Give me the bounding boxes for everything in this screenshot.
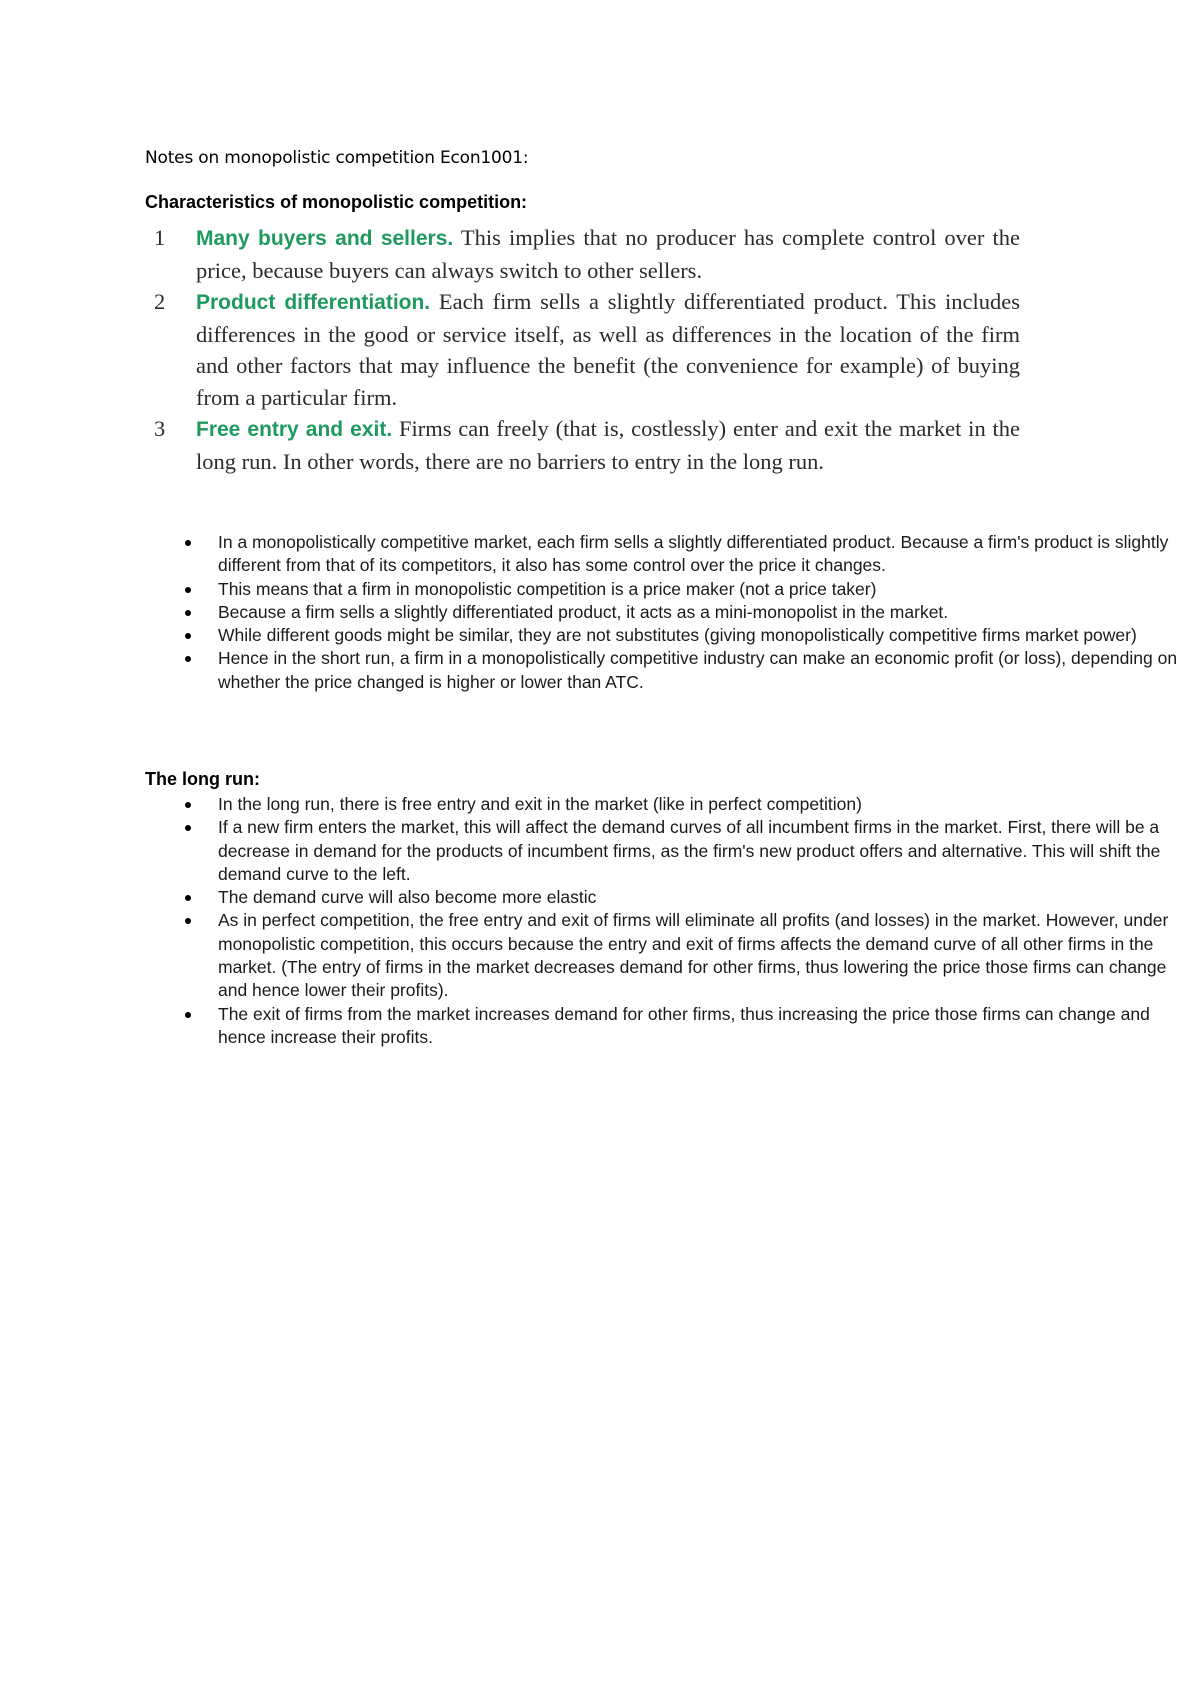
bullet-item (185, 647, 1195, 694)
item-lead: Many buyers and sellers. (196, 227, 454, 250)
characteristics-heading: Characteristics of monopolistic competition: (145, 192, 528, 212)
long-run-heading: The long run: (145, 769, 260, 789)
bullet-item (185, 1003, 1195, 1050)
document-title: Notes on monopolistic competition Econ1001: (145, 148, 529, 168)
bullet-item (185, 886, 1195, 909)
textbook-item (150, 413, 1020, 477)
bullet-text: If a new firm enters the market, this will affect the demand curves of all incumbent firms in the market. First, there will be a decrease in demand for the products of incumbent firms, as the firm's new product offers and alternative. This will shift the demand curve to the left. (218, 817, 1161, 884)
bullet-item (185, 816, 1195, 886)
bullet-text: In a monopolistically competitive market, each firm sells a slightly differentiated product. Because a firm's product is slightly different from that of its competitors, it also has some control over the price it changes. (218, 532, 1169, 576)
item-text: Firms can freely (that is, costlessly) enter and exit the market in the long run. In other words, there are no barriers to entry in the long run. (196, 416, 1020, 474)
bullet-icon (185, 918, 191, 924)
bullet-text: Hence in the short run, a firm in a monopolistically competitive industry can make an economic profit (or loss), depending on whether the price changed is higher or lower than ATC. (218, 648, 1178, 692)
bullet-icon (185, 825, 191, 831)
item-lead: Product differentiation. (196, 291, 431, 314)
long-run-bullet-list (185, 793, 1195, 1049)
bullet-item (185, 578, 1195, 601)
bullet-item (185, 601, 1195, 624)
bullet-icon (185, 895, 191, 901)
bullet-icon (185, 610, 191, 616)
item-lead: Free entry and exit. (196, 418, 393, 441)
item-number: 3 (154, 416, 166, 441)
bullet-text: This means that a firm in monopolistic competition is a price maker (not a price taker) (218, 578, 877, 599)
textbook-characteristics-list (150, 222, 1020, 477)
bullet-icon (185, 633, 191, 639)
bullet-text: As in perfect competition, the free entry and exit of firms will eliminate all profits (and losses) in the market. However, under monopolistic competition, this occurs because the entry and exit of firms affects the demand curve of all other firms in the market. (The entry of firms in the market decreases demand for other firms, thus lowering the price those firms can change and hence lower their profits). (218, 910, 1169, 1001)
bullet-icon (185, 587, 191, 593)
bullet-text: The exit of firms from the market increases demand for other firms, thus increasing the price those firms can change and hence increase their profits. (218, 1003, 1150, 1047)
bullet-item (185, 793, 1195, 816)
bullet-icon (185, 802, 191, 808)
textbook-item (150, 222, 1020, 286)
short-run-bullet-list (185, 531, 1195, 694)
item-text: This implies that no producer has complete control over the price, because buyers can always switch to other sellers. (196, 225, 1020, 283)
bullet-item (185, 624, 1195, 647)
bullet-icon (185, 540, 191, 546)
bullet-text: The demand curve will also become more elastic (218, 887, 597, 908)
item-number: 2 (154, 289, 166, 314)
textbook-item (150, 286, 1020, 413)
bullet-text: Because a firm sells a slightly differentiated product, it acts as a mini-monopolist in the market. (218, 601, 949, 622)
item-number: 1 (154, 225, 166, 250)
item-text: Each firm sells a slightly differentiated product. This includes differences in the good or service itself, as well as differences in the location of the firm and other factors that may influence the benefit (the convenience for example) of buying from a particular firm. (196, 289, 1020, 410)
bullet-icon (185, 1012, 191, 1018)
bullet-item (185, 531, 1195, 578)
bullet-item (185, 909, 1195, 1002)
bullet-icon (185, 656, 191, 662)
bullet-text: While different goods might be similar, they are not substitutes (giving monopolistically competitive firms market power) (218, 625, 1137, 646)
bullet-text: In the long run, there is free entry and exit in the market (like in perfect competition) (218, 794, 862, 814)
